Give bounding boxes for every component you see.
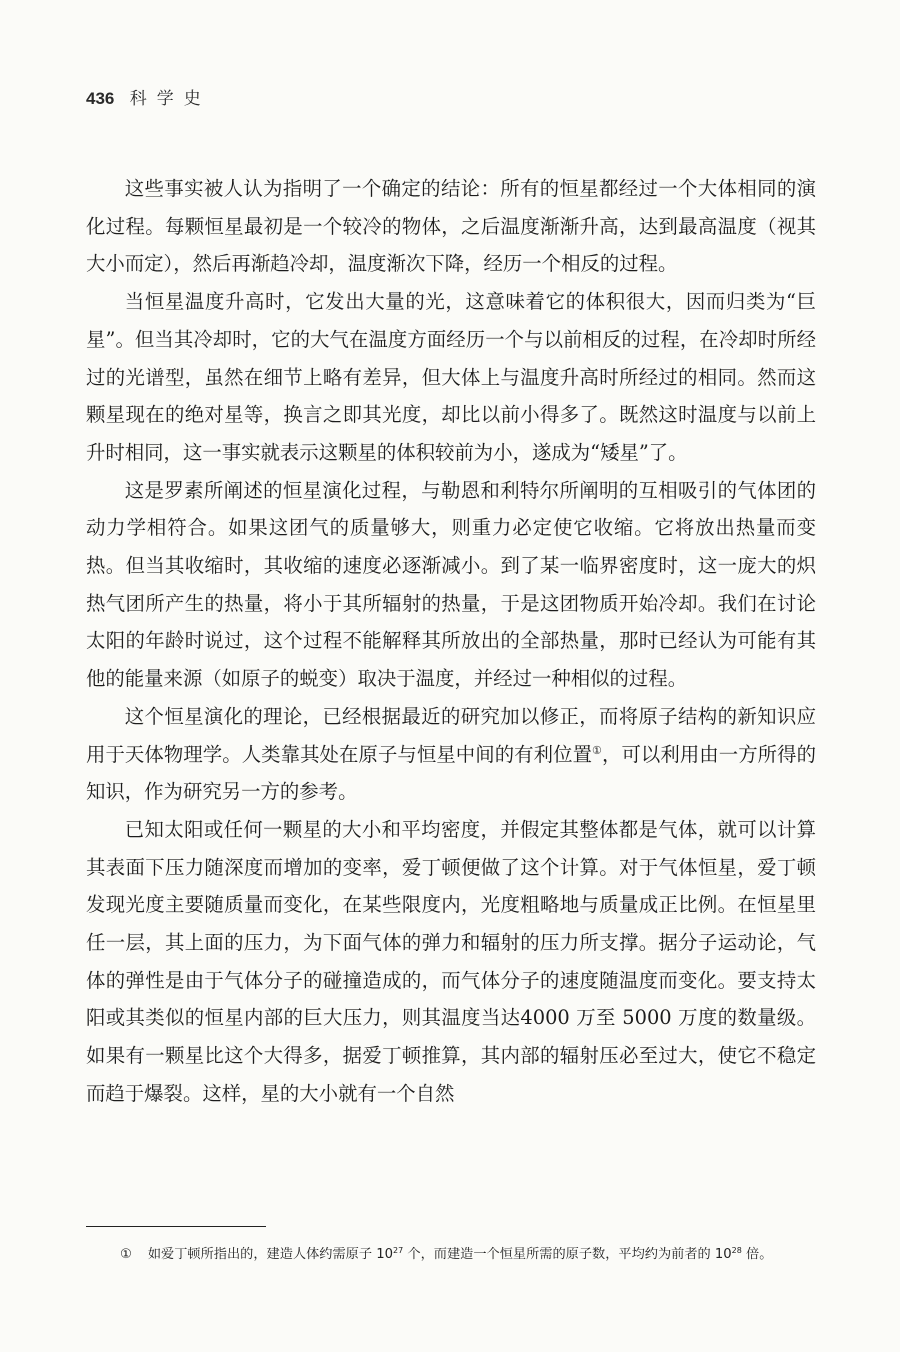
- paragraph-4: [86, 698, 816, 811]
- paragraph-2: 当恒星温度升高时，它发出大量的光，这意味着它的体积很大，因而归类为“巨星”。但当其冷却时，它的大气在温度方面经历一个与以前相反的过程，在冷却时所经过的光谱型，虽然在细节上略有差异，但大体上与温度升高时所经过的相同。然而这颗星现在的绝对星等，换言之即其光度，却比以前小得多了。既然这时温度与以前上升时相同，这一事实就表示这颗星的体积较前为小，遂成为“矮星”了。: [86, 290, 816, 464]
- footnote-text-3: 倍。: [741, 1247, 773, 1262]
- footnote-exponent-1: 27: [393, 1246, 404, 1255]
- footnote-text-2: 个，而建造一个恒星所需的原子数，平均约为前者的 10: [403, 1247, 732, 1262]
- book-title: 科学史: [129, 89, 211, 109]
- running-head: [86, 84, 211, 109]
- page-number: 436: [86, 89, 115, 108]
- footnote-divider: [86, 1226, 266, 1227]
- paragraph-1: 这些事实被人认为指明了一个确定的结论：所有的恒星都经过一个大体相同的演化过程。每颗恒星最初是一个较冷的物体，之后温度渐渐升高，达到最高温度（视其大小而定），然后再渐趋冷却，温度渐次下降，经历一个相反的过程。: [86, 177, 816, 276]
- paragraph-4-text-b: ，可以利用由一方所得的知识，作为研究另一方的参考。: [86, 742, 817, 804]
- paragraph-3: 这是罗素所阐述的恒星演化过程，与勒恩和利特尔所阐明的互相吸引的气体团的动力学相符合。如果这团气的质量够大，则重力必定使它收缩。它将放出热量而变热。但当其收缩时，其收缩的速度必逐渐减小。到了某一临界密度时，这一庞大的炽热气团所产生的热量，将小于其所辐射的热量，于是这团物质开始冷却。我们在讨论太阳的年龄时说过，这个过程不能解释其所放出的全部热量，那时已经认为可能有其他的能量来源（如原子的蜕变）取决于温度，并经过一种相似的过程。: [86, 478, 816, 691]
- paragraph-5: 已知太阳或任何一颗星的大小和平均密度，并假定其整体都是气体，就可以计算其表面下压力随深度而增加的变率，爱丁顿便做了这个计算。对于气体恒星，爱丁顿发现光度主要随质量而变化，在某些限度内，光度粗略地与质量成正比例。在恒星里任一层，其上面的压力，为下面气体的弹力和辐射的压力所支撑。据分子运动论，气体的弹性是由于气体分子的碰撞造成的，而气体分子的速度随温度而变化。要支持太阳或其类似的恒星内部的巨大压力，则其温度当达4000 万至 5000 万度的数量级。如果有一颗星比这个大得多，据爱丁顿推算，其内部的辐射压必至过大，使它不稳定而趋于爆裂。这样，星的大小就有一个自然: [86, 817, 816, 1105]
- footnote-exponent-2: 28: [731, 1246, 742, 1255]
- footnote-text-1: 如爱丁顿所指出的，建造人体约需原子 10: [147, 1247, 393, 1262]
- footnote: [120, 1245, 820, 1265]
- paragraph-4-text-a: 这个恒星演化的理论，已经根据最近的研究加以修正，而将原子结构的新知识应用于天体物理学。人类靠其处在原子与恒星中间的有利位置: [86, 704, 816, 766]
- footnote-reference[interactable]: ①: [592, 743, 602, 757]
- body-text: [86, 170, 816, 1113]
- footnote-mark: ①: [120, 1247, 132, 1262]
